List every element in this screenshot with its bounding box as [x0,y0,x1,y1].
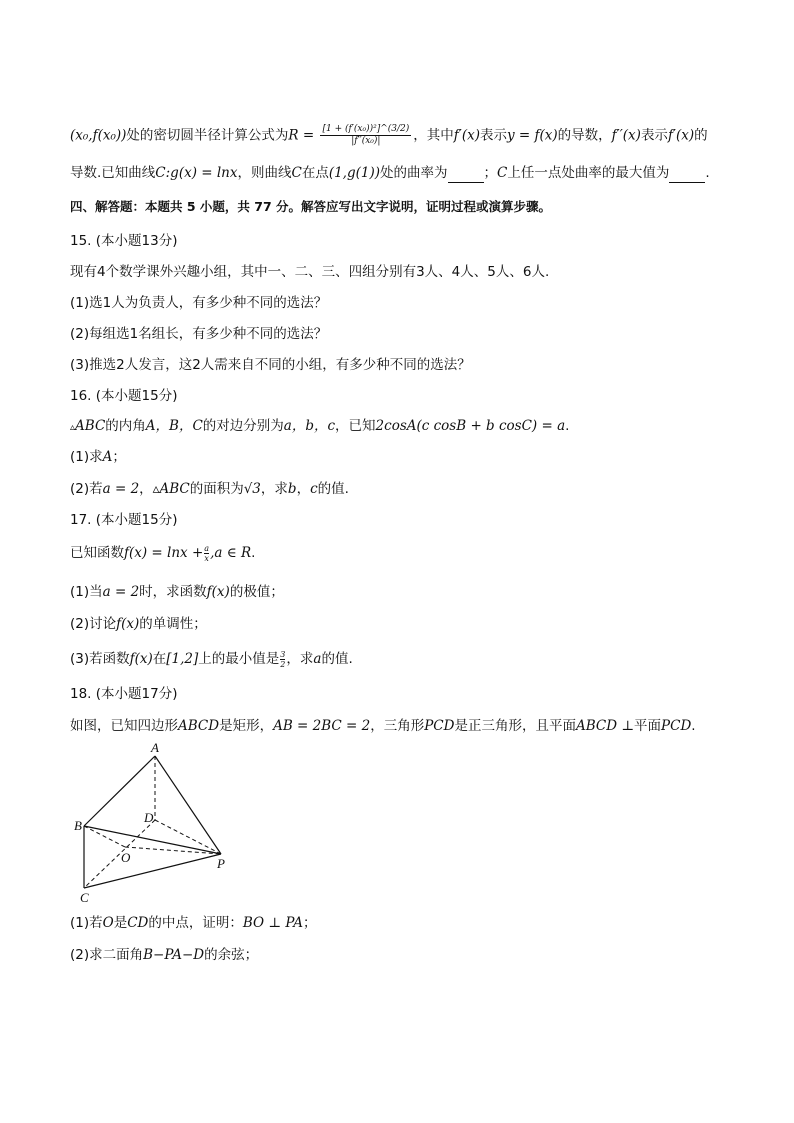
math-sqrt3: √3 [243,481,261,497]
text: (1)求 [70,449,103,465]
math: A [102,449,113,465]
edge-AP [155,756,221,854]
text: 的中点，证明： [148,915,243,931]
text: 的值. [321,651,353,667]
curvature-question-line [70,163,710,183]
q16-heading: 16. (本小题15分) [70,388,178,404]
answer-blank [448,168,484,183]
text: ， [296,481,311,497]
fraction-denominator: 2 [280,659,286,669]
text: (2)讨论 [70,616,117,632]
text: . [691,718,696,734]
math: BO ⊥ PA [242,915,303,931]
text: 处的密切圆半径计算公式为 [126,127,289,144]
label-P: P [217,856,225,871]
math: ,a ∈ R [210,545,252,561]
text: 上任一点处曲率的最大值为 [507,165,670,181]
curvature-formula-line [70,124,708,147]
text: . [251,545,256,561]
text: 是矩形， [219,718,274,734]
math: a = 2 [102,584,140,600]
math: 2cosA(c cosB + b cosC) = a [375,418,566,434]
q15-heading: 15. (本小题13分) [70,233,178,249]
text: ，其中 [413,127,454,144]
text: 的值. [317,481,349,497]
text: 的单调性； [139,616,207,632]
text: ； [302,915,317,931]
math: f(x) = lnx + [124,545,204,561]
label-O: O [121,850,131,865]
text: ，已知 [335,418,376,434]
q17-stem [70,543,255,563]
math: AB = 2BC = 2 [273,718,371,734]
math-point: (x₀,f(x₀)) [70,127,127,144]
label-B: B [74,818,82,833]
label-D: D [144,810,154,825]
math: PCD [424,718,455,734]
math: [1,2] [166,651,199,667]
math-curve: C:g(x) = lnx [155,165,238,181]
math: O [102,915,114,931]
q17-part1 [70,582,284,602]
section-heading: 四、解答题：本题共 5 小题，共 77 分。解答应写出文字说明，证明过程或演算步骤。 [70,199,552,214]
text: 表示 [640,127,668,144]
text: 时，求函数 [139,584,207,600]
text: 的导数， [557,127,612,144]
math-point: (1,g(1)) [328,165,381,181]
text: 的极值； [229,584,284,600]
text: 导数.已知曲线 [70,165,156,181]
math: a，b，c [283,418,336,434]
math-fprime: f′(x) [453,127,480,144]
math: f(x) [129,651,153,667]
math: ABC [75,418,106,434]
fraction-numerator: [1 + (f′(x₀))²]^(3/2) [322,124,410,134]
text: 表示 [479,127,507,144]
text: ； [483,165,498,181]
text: 是正三角形，且平面 [454,718,576,734]
text: 上的最小值是 [198,651,280,667]
text: 在点 [301,165,329,181]
fraction-3-over-2 [280,650,285,669]
text: ，求 [260,481,288,497]
text: 的内角 [105,418,146,434]
q18-part1 [70,913,316,933]
text: 的余弦； [204,947,259,963]
text: (2)求二面角 [70,947,144,963]
radius-fraction [320,124,411,147]
q16-stem [70,416,569,438]
math-fprime: f′(x) [667,127,695,144]
math-C: C [291,165,302,181]
label-C: C [80,890,89,905]
math: a = 2 [102,481,140,497]
math: b [287,481,297,497]
text: 已知函数 [70,545,124,561]
pyramid-figure [76,740,246,910]
math: f(x) [206,584,230,600]
text: (1)若 [70,915,103,931]
edge-BP [84,826,221,854]
q18-part2 [70,945,258,965]
text: 平面 [634,718,662,734]
fraction-numerator: a [204,543,210,553]
q17-part2 [70,614,207,634]
segment-BO [84,826,125,847]
text: (1)当 [70,584,103,600]
fraction-numerator: 3 [280,649,286,659]
math-fdprime: f′′(x) [611,127,641,144]
q18-heading: 18. (本小题17分) [70,686,178,702]
math: ABC [159,481,190,497]
text: ，则曲线 [237,165,292,181]
math-R: R = [288,127,315,144]
answer-blank [669,168,705,183]
q15-part2: (2)每组选1名组长，有多少种不同的选法？ [70,326,328,342]
q15-stem: 现有4个数学课外兴趣小组，其中一、二、三、四组分别有3人、4人、5人、6人. [70,264,550,280]
math-C: C [497,165,508,181]
math: B−PA−D [143,947,205,963]
text: (3)若函数 [70,651,130,667]
math: a [313,651,322,667]
text: 的对边分别为 [202,418,284,434]
math: ABCD [178,718,220,734]
math: PCD [661,718,692,734]
q17-part3 [70,649,353,669]
edge-DC [84,820,155,888]
text: ； [112,449,126,465]
math: ABCD ⊥ [575,718,635,734]
fraction-denominator: |f′′(x₀)| [351,136,381,146]
q16-part1 [70,447,126,467]
label-A: A [151,740,159,755]
text: . [565,418,570,434]
edge-CP [84,854,221,888]
q18-stem [70,716,696,736]
math: A，B，C [145,418,203,434]
math: CD [127,915,149,931]
math: f(x) [116,616,140,632]
q17-heading: 17. (本小题15分) [70,512,178,528]
text: 是 [113,915,128,931]
math: c [310,481,318,497]
edge-DP [155,820,221,854]
q15-part3: (3)推选2人发言，这2人需来自不同的小组，有多少种不同的选法？ [70,357,471,373]
text: . [705,165,710,181]
triangle-symbol: ▵ [70,422,76,433]
text: ，求 [286,651,314,667]
q15-part1: (1)选1人为负责人，有多少种不同的选法？ [70,295,328,311]
q16-part2 [70,479,349,499]
fraction-denominator: x [204,553,209,563]
math-y-eq: y = f(x) [506,127,558,144]
text: 处的曲率为 [380,165,448,181]
text: (2)若 [70,481,103,497]
text: 的面积为 [189,481,244,497]
text: ，▵ [139,481,160,497]
fraction-a-over-x [204,544,209,563]
text: 在 [152,651,167,667]
text: 如图，已知四边形 [70,718,178,734]
text: 的 [694,127,708,144]
text: ，三角形 [370,718,425,734]
